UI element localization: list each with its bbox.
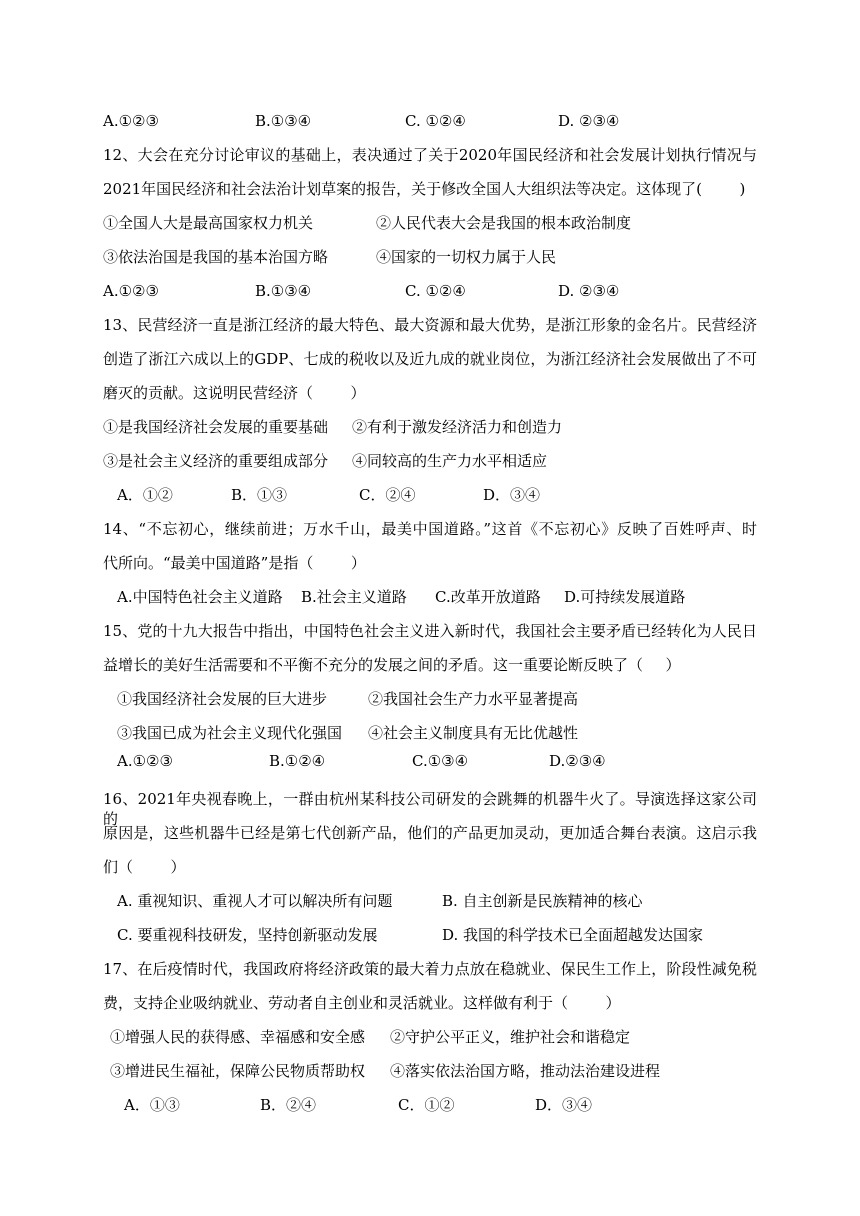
option-item: ③我国已成为社会主义现代化强国: [117, 724, 343, 742]
option-item: ①全国人大是最高国家权力机关: [103, 214, 314, 232]
option-item: ②守护公平正义，维护社会和谐稳定: [390, 1028, 631, 1046]
paragraph-line: 13、民营经济一直是浙江经济的最大特色、最大资源和最大优势，是浙江形象的金名片。民营经济: [103, 316, 757, 334]
paragraph-line: 创造了浙江六成以上的GDP、七成的税收以及近九成的就业岗位，为浙江经济社会发展做出了不可: [103, 350, 757, 368]
option-item: D. ②③④: [558, 112, 620, 130]
option-item: A.①②③: [117, 752, 173, 770]
option-item: ③是社会主义经济的重要组成部分: [103, 452, 329, 470]
option-item: C.改革开放道路: [435, 588, 541, 606]
option-item: ①我国经济社会发展的巨大进步: [117, 690, 328, 708]
option-item: ②人民代表大会是我国的根本政治制度: [376, 214, 632, 232]
paragraph-line: 15、党的十九大报告中指出，中国特色社会主义进入新时代，我国社会主要矛盾已经转化为人民日: [103, 622, 757, 640]
paragraph-line: 12、大会在充分讨论审议的基础上，表决通过了关于2020年国民经济和社会发展计划执行情况与: [103, 146, 757, 164]
paragraph-line: 费，支持企业吸纳就业、劳动者自主创业和灵活就业。这样做有利于（ ）: [103, 994, 621, 1012]
paragraph-line: 磨灭的贡献。这说明民营经济（ ）: [103, 384, 366, 402]
option-item: C.①③④: [412, 752, 469, 770]
option-item: ①是我国经济社会发展的重要基础: [103, 418, 329, 436]
option-item: C. ①②④: [405, 112, 466, 130]
option-item: C. ①②④: [405, 282, 466, 300]
option-item: ④落实依法治国方略，推动法治建设进程: [390, 1062, 661, 1080]
option-item: A．①②: [117, 486, 173, 504]
option-item: B.社会主义道路: [301, 588, 407, 606]
option-item: D.②③④: [549, 752, 606, 770]
option-item: D. 我国的科学技术已全面超越发达国家: [442, 926, 704, 944]
option-item: C．②④: [359, 486, 416, 504]
paragraph-line: 17、在后疫情时代，我国政府将经济政策的最大着力点放在稳就业、保民生工作上，阶段性减免税: [103, 960, 757, 978]
option-item: ④国家的一切权力属于人民: [376, 248, 557, 266]
option-item: ④社会主义制度具有无比优越性: [368, 724, 579, 742]
option-item: D．③④: [483, 486, 541, 504]
option-item: A.①②③: [103, 112, 159, 130]
option-item: ④同较高的生产力水平相适应: [352, 452, 548, 470]
paragraph-line: 原因是，这些机器牛已经是第七代创新产品，他们的产品更加灵动，更加适合舞台表演。这启示我: [103, 824, 757, 842]
paragraph-line: 们（ ）: [103, 858, 186, 876]
option-item: B.①③④: [255, 112, 312, 130]
paragraph-line: 14、“不忘初心，继续前进；万水千山，最美中国道路。”这首《不忘初心》反映了百姓呼声、时: [103, 520, 757, 538]
option-item: ③增进民生福祉，保障公民物质帮助权: [110, 1062, 366, 1080]
option-item: A. 重视知识、重视人才可以解决所有问题: [117, 892, 393, 910]
option-item: D．③④: [535, 1096, 593, 1114]
option-item: B．②④: [260, 1096, 317, 1114]
option-item: A．①③: [124, 1096, 180, 1114]
option-item: ③依法治国是我国的基本治国方略: [103, 248, 329, 266]
option-item: B.①②④: [269, 752, 326, 770]
paragraph-line: 2021年国民经济和社会法治计划草案的报告，关于修改全国人大组织法等决定。这体现了( ): [103, 180, 746, 198]
option-item: ②我国社会生产力水平显著提高: [368, 690, 579, 708]
option-item: ①增强人民的获得感、幸福感和安全感: [110, 1028, 366, 1046]
option-item: B. 自主创新是民族精神的核心: [442, 892, 643, 910]
paragraph-line: 代所向。“最美中国道路”是指（ ）: [103, 554, 366, 572]
option-item: A.中国特色社会主义道路: [117, 588, 283, 606]
option-item: ②有利于激发经济活力和创造力: [352, 418, 563, 436]
paragraph-line: 益增长的美好生活需要和不平衡不充分的发展之间的矛盾。这一重要论断反映了（ ）: [103, 656, 681, 674]
option-item: C．①②: [398, 1096, 455, 1114]
paragraph-line: 16、2021年央视春晚上，一群由杭州某科技公司研发的会跳舞的机器牛火了。导演选择这家公司的: [103, 790, 757, 828]
option-item: A.①②③: [103, 282, 159, 300]
option-item: D. ②③④: [558, 282, 620, 300]
option-item: B．①③: [231, 486, 288, 504]
option-item: D.可持续发展道路: [564, 588, 686, 606]
option-item: C. 要重视科技研发，坚持创新驱动发展: [117, 926, 378, 944]
option-item: B.①③④: [255, 282, 312, 300]
